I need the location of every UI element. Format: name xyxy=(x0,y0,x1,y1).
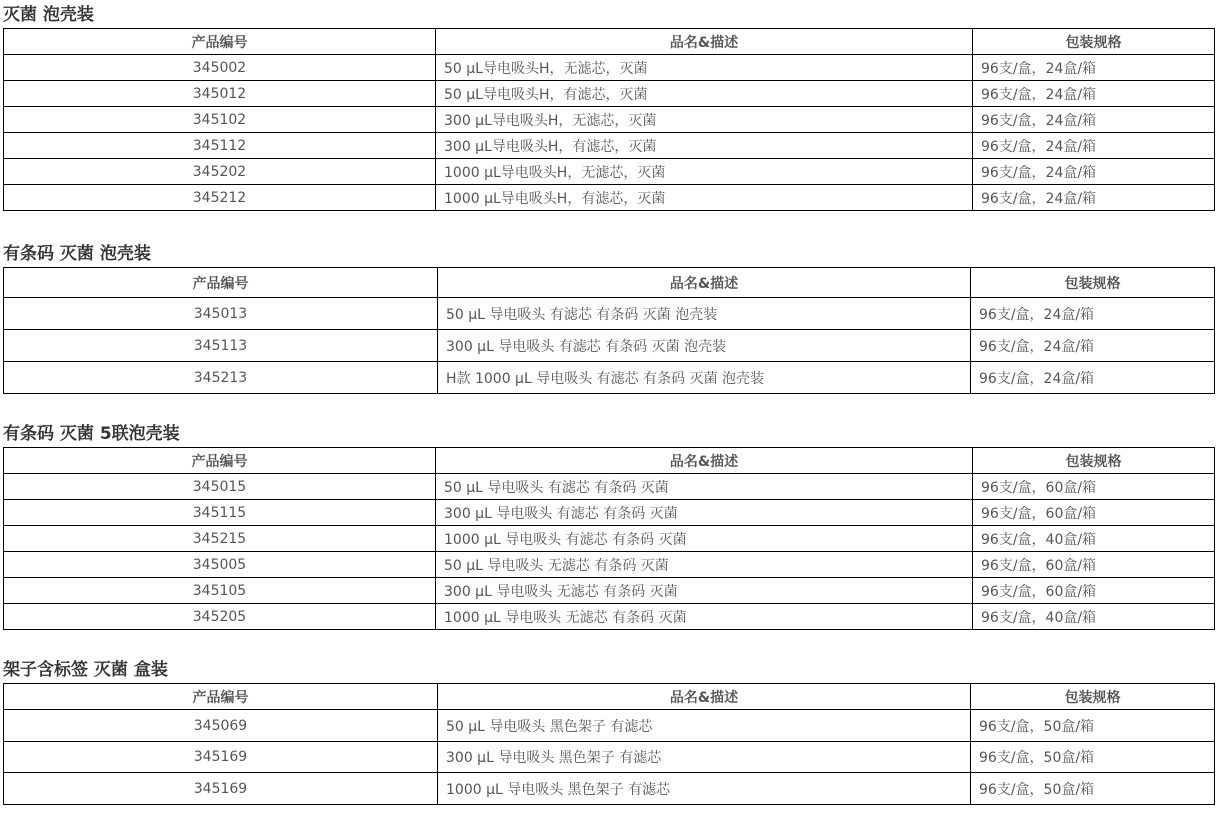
product-pack: 96支/盒，60盒/箱 xyxy=(973,500,1215,526)
product-desc: 50 µL 导电吸头 有滤芯 有条码 灭菌 xyxy=(436,474,973,500)
product-desc: H款 1000 µL 导电吸头 有滤芯 有条码 灭菌 泡壳装 xyxy=(438,362,971,394)
product-code: 345112 xyxy=(4,133,436,159)
product-table xyxy=(3,267,1215,394)
product-code: 345005 xyxy=(4,552,436,578)
product-code: 345202 xyxy=(4,159,436,185)
product-table xyxy=(3,683,1215,805)
product-pack: 96支/盒，24盒/箱 xyxy=(971,298,1215,330)
product-pack: 96支/盒，50盒/箱 xyxy=(971,710,1215,742)
header-code: 产品编号 xyxy=(4,448,436,474)
table-row xyxy=(4,55,1215,81)
table-header-row xyxy=(4,268,1215,298)
product-pack: 96支/盒，24盒/箱 xyxy=(973,107,1215,133)
product-pack: 96支/盒，60盒/箱 xyxy=(973,578,1215,604)
table-row xyxy=(4,474,1215,500)
header-code: 产品编号 xyxy=(4,268,438,298)
table-header-row xyxy=(4,29,1215,55)
header-pack: 包装规格 xyxy=(971,268,1215,298)
product-desc: 300 µL导电吸头H，无滤芯，灭菌 xyxy=(436,107,973,133)
product-code: 345115 xyxy=(4,500,436,526)
product-desc: 300 µL 导电吸头 无滤芯 有条码 灭菌 xyxy=(436,578,973,604)
table-row xyxy=(4,133,1215,159)
table-row xyxy=(4,604,1215,630)
product-pack: 96支/盒，50盒/箱 xyxy=(971,773,1215,805)
product-code: 345205 xyxy=(4,604,436,630)
product-table xyxy=(3,447,1215,630)
table-row xyxy=(4,185,1215,211)
product-code: 345015 xyxy=(4,474,436,500)
table-row xyxy=(4,298,1215,330)
product-code: 345002 xyxy=(4,55,436,81)
product-code: 345013 xyxy=(4,298,438,330)
product-table xyxy=(3,28,1215,211)
product-desc: 50 µL导电吸头H，有滤芯，灭菌 xyxy=(436,81,973,107)
table-row xyxy=(4,552,1215,578)
product-pack: 96支/盒，40盒/箱 xyxy=(973,526,1215,552)
header-desc: 品名&描述 xyxy=(438,684,971,710)
product-code: 345215 xyxy=(4,526,436,552)
table-row xyxy=(4,500,1215,526)
section-barcode-sterile-5pack xyxy=(3,423,1214,630)
header-pack: 包装规格 xyxy=(971,684,1215,710)
section-title: 有条码 灭菌 泡壳装 xyxy=(3,244,151,264)
table-row xyxy=(4,742,1215,773)
product-code: 345113 xyxy=(4,330,438,362)
table-row xyxy=(4,773,1215,805)
product-desc: 50 µL 导电吸头 黑色架子 有滤芯 xyxy=(438,710,971,742)
product-pack: 96支/盒，60盒/箱 xyxy=(973,552,1215,578)
product-desc: 300 µL 导电吸头 有滤芯 有条码 灭菌 xyxy=(436,500,973,526)
header-pack: 包装规格 xyxy=(973,29,1215,55)
section-title: 有条码 灭菌 5联泡壳装 xyxy=(3,424,180,444)
product-pack: 96支/盒，24盒/箱 xyxy=(973,81,1215,107)
section-title: 架子含标签 灭菌 盒装 xyxy=(3,660,168,680)
product-code: 345169 xyxy=(4,773,438,805)
product-desc: 1000 µL导电吸头H，有滤芯，灭菌 xyxy=(436,185,973,211)
product-desc: 50 µL导电吸头H，无滤芯，灭菌 xyxy=(436,55,973,81)
product-pack: 96支/盒，40盒/箱 xyxy=(973,604,1215,630)
product-code: 345102 xyxy=(4,107,436,133)
product-code: 345169 xyxy=(4,742,438,773)
product-desc: 1000 µL导电吸头H，无滤芯，灭菌 xyxy=(436,159,973,185)
product-pack: 96支/盒，24盒/箱 xyxy=(971,362,1215,394)
product-desc: 300 µL 导电吸头 黑色架子 有滤芯 xyxy=(438,742,971,773)
table-header-row xyxy=(4,684,1215,710)
product-pack: 96支/盒，24盒/箱 xyxy=(973,185,1215,211)
table-row xyxy=(4,330,1215,362)
table-row xyxy=(4,107,1215,133)
product-code: 345069 xyxy=(4,710,438,742)
product-code: 345012 xyxy=(4,81,436,107)
section-title: 灭菌 泡壳装 xyxy=(3,5,94,25)
product-desc: 50 µL 导电吸头 无滤芯 有条码 灭菌 xyxy=(436,552,973,578)
section-rack-label-sterile-box xyxy=(3,659,1214,805)
product-desc: 1000 µL 导电吸头 无滤芯 有条码 灭菌 xyxy=(436,604,973,630)
product-pack: 96支/盒，24盒/箱 xyxy=(973,55,1215,81)
table-row xyxy=(4,710,1215,742)
section-sterile-blister xyxy=(3,4,1214,211)
header-code: 产品编号 xyxy=(4,29,436,55)
table-row xyxy=(4,362,1215,394)
table-row xyxy=(4,578,1215,604)
table-row xyxy=(4,81,1215,107)
header-desc: 品名&描述 xyxy=(436,29,973,55)
product-pack: 96支/盒，24盒/箱 xyxy=(971,330,1215,362)
product-pack: 96支/盒，50盒/箱 xyxy=(971,742,1215,773)
header-pack: 包装规格 xyxy=(973,448,1215,474)
product-desc: 300 µL 导电吸头 有滤芯 有条码 灭菌 泡壳装 xyxy=(438,330,971,362)
product-pack: 96支/盒，24盒/箱 xyxy=(973,159,1215,185)
product-pack: 96支/盒，60盒/箱 xyxy=(973,474,1215,500)
product-code: 345105 xyxy=(4,578,436,604)
table-header-row xyxy=(4,448,1215,474)
section-barcode-sterile-blister xyxy=(3,243,1214,394)
header-desc: 品名&描述 xyxy=(438,268,971,298)
product-code: 345212 xyxy=(4,185,436,211)
product-desc: 1000 µL 导电吸头 黑色架子 有滤芯 xyxy=(438,773,971,805)
product-pack: 96支/盒，24盒/箱 xyxy=(973,133,1215,159)
product-desc: 1000 µL 导电吸头 有滤芯 有条码 灭菌 xyxy=(436,526,973,552)
product-desc: 50 µL 导电吸头 有滤芯 有条码 灭菌 泡壳装 xyxy=(438,298,971,330)
table-row xyxy=(4,526,1215,552)
header-desc: 品名&描述 xyxy=(436,448,973,474)
product-code: 345213 xyxy=(4,362,438,394)
header-code: 产品编号 xyxy=(4,684,438,710)
product-desc: 300 µL导电吸头H，有滤芯，灭菌 xyxy=(436,133,973,159)
table-row xyxy=(4,159,1215,185)
